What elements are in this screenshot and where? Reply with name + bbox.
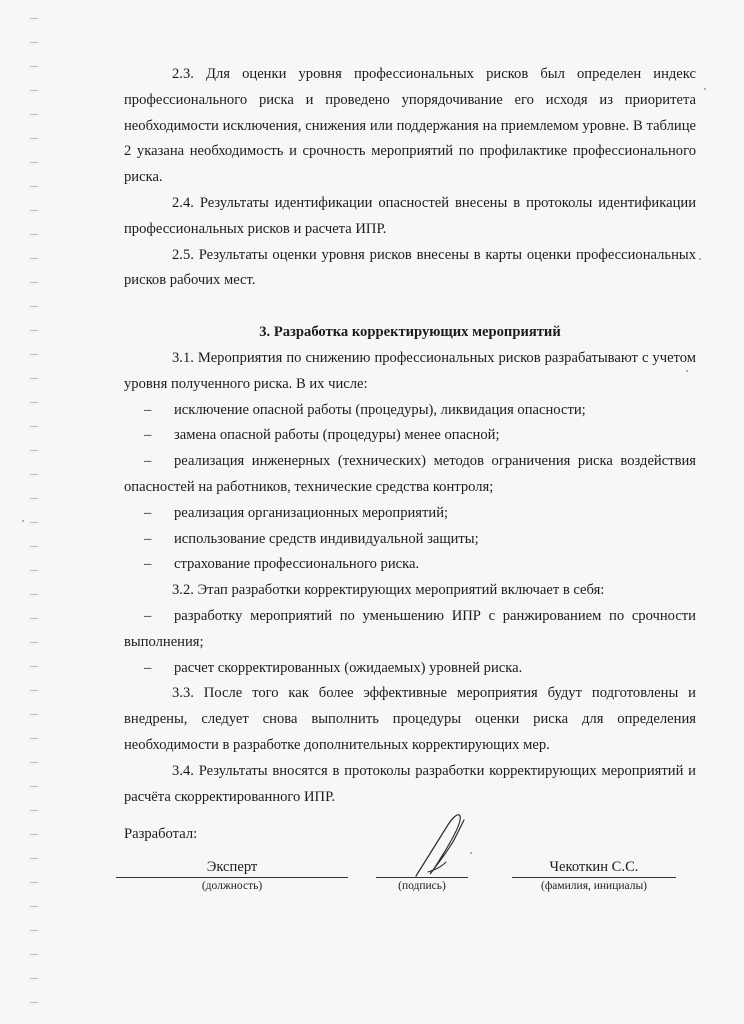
- margin-tick: [30, 210, 38, 211]
- margin-tick: [30, 42, 38, 43]
- margin-tick: [30, 666, 38, 667]
- document-body: [124, 62, 696, 810]
- name-caption: (фамилия, инициалы): [540, 880, 648, 892]
- margin-tick: [30, 882, 38, 883]
- list-dash: –: [144, 401, 152, 418]
- margin-tick: [30, 738, 38, 739]
- list-item-text: замена опасной работы (процедуры) менее опасной;: [174, 427, 500, 444]
- margin-tick: [30, 522, 38, 523]
- scan-speck: [22, 520, 24, 522]
- position-caption: (должность): [201, 880, 263, 892]
- margin-tick: [30, 570, 38, 571]
- position-value: Эксперт: [206, 859, 258, 875]
- margin-tick: [30, 162, 38, 163]
- scan-speck: [699, 258, 701, 260]
- scan-speck: [704, 88, 706, 90]
- list-item: [124, 423, 696, 449]
- paragraph-2-3: 2.3. Для оценки уровня профессиональных рисков был определен индекс профессионального риска и проведено упорядочивание его исходя из приоритета необходимости исключения, снижения или поддержания на приемлемом уровне. В таблице 2 указана необходимость и срочность мероприятий по профилактике профессионального риска.: [124, 66, 696, 186]
- list-item: [124, 501, 696, 527]
- margin-tick: [30, 834, 38, 835]
- margin-tick: [30, 426, 38, 427]
- margin-tick: [30, 18, 38, 19]
- margin-tick: [30, 690, 38, 691]
- margin-tick: [30, 618, 38, 619]
- paragraph-3-3: 3.3. После того как более эффективные мероприятия будут подготовлены и внедрены, следует снова выполнить процедуры оценки риска для определения необходимости в разработке дополнительных корректирующих мер.: [124, 685, 696, 753]
- list-item-text: исключение опасной работы (процедуры), ликвидация опасности;: [174, 401, 586, 418]
- list-dash: –: [144, 453, 152, 470]
- list-item: [124, 552, 696, 578]
- position-underline: [116, 877, 348, 878]
- position-field: [116, 858, 348, 893]
- list-item-text: страхование профессионального риска.: [174, 556, 420, 573]
- margin-tick: [30, 474, 38, 475]
- margin-tick: [30, 66, 38, 67]
- signature-caption: (подпись): [398, 880, 446, 892]
- list-item: [124, 398, 696, 424]
- margin-tick: [30, 642, 38, 643]
- margin-tick: [30, 306, 38, 307]
- scan-speck: [470, 852, 472, 854]
- margin-tick: [30, 858, 38, 859]
- margin-tick: [30, 762, 38, 763]
- margin-tick: [30, 258, 38, 259]
- list-dash: –: [144, 607, 152, 624]
- list-item: [124, 527, 696, 553]
- list-dash: –: [144, 530, 152, 547]
- list-dash: –: [144, 504, 152, 521]
- list-item-text: реализация инженерных (технических) методов ограничения риска воздействия опасностей на работников, технические средства контроля;: [124, 453, 696, 495]
- margin-tick: [30, 930, 38, 931]
- list-item-text: разработку мероприятий по уменьшению ИПР с ранжированием по срочности выполнения;: [124, 607, 696, 650]
- margin-tick: [30, 330, 38, 331]
- margin-tick: [30, 138, 38, 139]
- list-item: [124, 604, 696, 656]
- margin-tick: [30, 90, 38, 91]
- margin-tick: [30, 714, 38, 715]
- list-item: [124, 656, 696, 682]
- paragraph-3-4: 3.4. Результаты вносятся в протоколы разработки корректирующих мероприятий и расчёта скорректированного ИПР.: [124, 762, 696, 805]
- list-item: [124, 449, 696, 501]
- list-dash: –: [144, 427, 152, 444]
- paragraph-2-5: 2.5. Результаты оценки уровня рисков внесены в карты оценки профессиональных рисков рабочих мест.: [124, 246, 696, 289]
- name-field: [512, 858, 676, 893]
- margin-tick: [30, 906, 38, 907]
- binding-margin-ticks: [30, 0, 42, 1024]
- margin-tick: [30, 354, 38, 355]
- paragraph-2-4: 2.4. Результаты идентификации опасностей внесены в протоколы идентификации профессиональных рисков и расчета ИПР.: [124, 194, 696, 237]
- list-item-text: реализация организационных мероприятий;: [174, 504, 449, 521]
- paragraph-3-1: 3.1. Мероприятия по снижению профессиональных рисков разрабатывают с учетом уровня полученного риска. В их числе:: [124, 349, 696, 392]
- margin-tick: [30, 402, 38, 403]
- paragraph-3-2: 3.2. Этап разработки корректирующих мероприятий включает в себя:: [172, 582, 605, 599]
- handwritten-signature: [412, 810, 472, 882]
- margin-tick: [30, 786, 38, 787]
- list-dash: –: [144, 659, 152, 676]
- list-dash: –: [144, 556, 152, 573]
- margin-tick: [30, 378, 38, 379]
- margin-tick: [30, 282, 38, 283]
- margin-tick: [30, 1002, 38, 1003]
- margin-tick: [30, 498, 38, 499]
- margin-tick: [30, 810, 38, 811]
- name-value: Чекоткин С.С.: [549, 859, 639, 875]
- margin-tick: [30, 450, 38, 451]
- name-underline: [512, 877, 676, 878]
- list-item-text: расчет скорректированных (ожидаемых) уровней риска.: [174, 659, 523, 676]
- margin-tick: [30, 186, 38, 187]
- margin-tick: [30, 978, 38, 979]
- margin-tick: [30, 954, 38, 955]
- section-3-heading: 3. Разработка корректирующих мероприятий: [259, 324, 561, 341]
- signature-block: [124, 822, 684, 912]
- margin-tick: [30, 546, 38, 547]
- scan-speck: [686, 370, 688, 372]
- list-item-text: использование средств индивидуальной защиты;: [174, 530, 479, 547]
- developed-by-label: Разработал:: [124, 826, 198, 842]
- margin-tick: [30, 234, 38, 235]
- margin-tick: [30, 114, 38, 115]
- margin-tick: [30, 594, 38, 595]
